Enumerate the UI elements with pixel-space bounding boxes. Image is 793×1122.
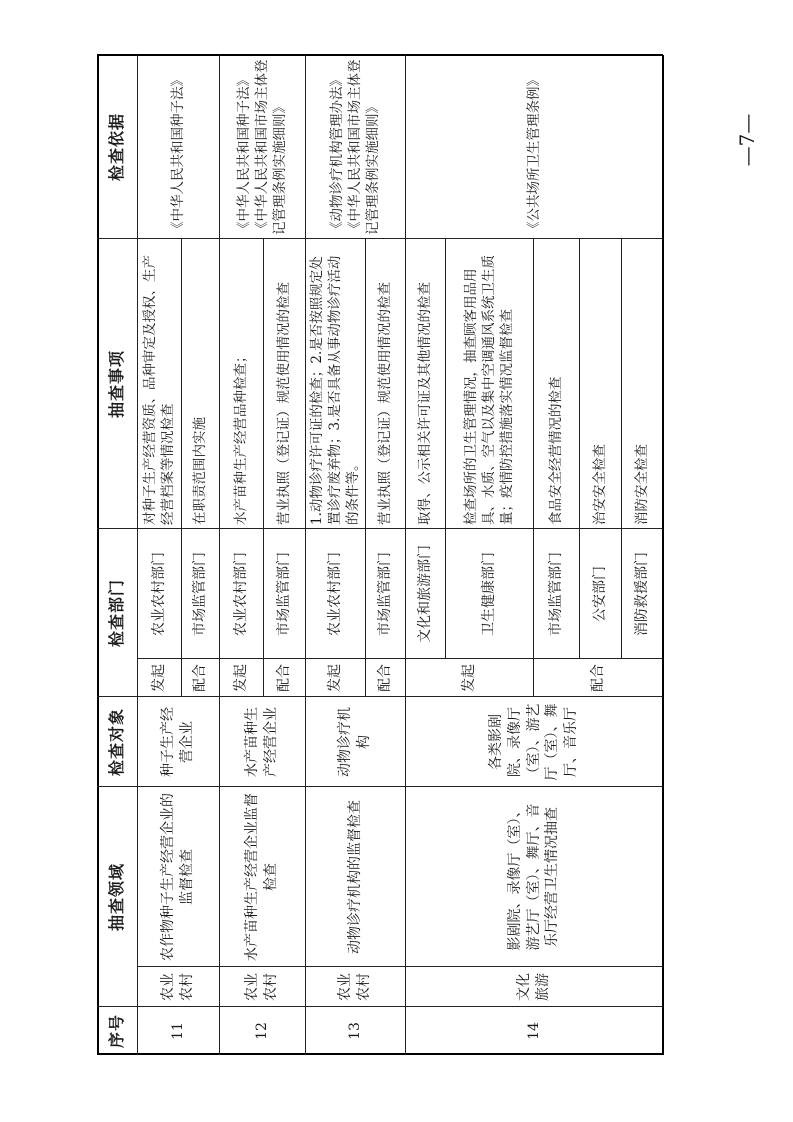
initiate-dept: 农业农村部门 (150, 552, 167, 636)
col-divider (97, 238, 663, 239)
col-divider (137, 966, 663, 967)
row-field: 水产苗种生产经营企业监督检查 (244, 793, 279, 961)
coop-item: 治安安全检查 (591, 444, 608, 525)
header-items: 抽查事项 (107, 350, 127, 419)
row-divider (305, 55, 306, 1055)
table-border (97, 1053, 663, 1055)
role-cooperate: 配合 (275, 664, 292, 692)
row-field: 影剧院、录像厅（室）、游艺厅（室）、舞厅、音乐厅经营卫生情况抽查 (506, 803, 561, 951)
table-border (97, 55, 99, 1055)
coop-dept: 市场监管部门 (376, 552, 393, 636)
role-cooperate: 配合 (191, 664, 208, 692)
row-domain: 农业农村 (337, 973, 372, 1001)
initiate-dept: 卫生健康部门 (480, 552, 497, 636)
sub-divider (579, 239, 580, 659)
row-number: 11 (169, 1022, 186, 1040)
sub-divider (445, 239, 446, 659)
row-domain: 农业农村 (244, 973, 279, 1001)
role-cooperate: 配合 (376, 664, 393, 692)
coop-dept: 公安部门 (591, 566, 608, 622)
col-divider (97, 1006, 663, 1007)
row-target: 水产苗种生产经营企业 (244, 707, 279, 777)
col-divider (137, 658, 663, 659)
coop-dept: 市场监管部门 (275, 552, 292, 636)
row-field: 农作物种子生产经营企业的监督检查 (160, 793, 195, 961)
col-divider (97, 528, 663, 529)
page-number: —7— (735, 113, 759, 167)
initiate-item: 检查场所的卫生管理情况，抽查顾客用品用具、水质、空气以及集中空调通风系统卫生质量；疫情防控措施落实情况监督检查 (462, 255, 516, 525)
row-basis: 《公共场所卫生管理条例》 (525, 73, 542, 235)
coop-item: 营业执照（登记证）规范使用情况的检查 (275, 282, 292, 525)
role-cooperate: 配合 (589, 664, 606, 692)
coop-item: 营业执照（登记证）规范使用情况的检查 (376, 282, 393, 525)
sub-divider (365, 239, 366, 697)
initiate-dept: 文化和旅游部门 (416, 545, 433, 643)
role-initiate: 发起 (232, 664, 249, 692)
initiate-item: 水产苗种生产经营品种检查； (232, 349, 249, 525)
table-border (662, 55, 664, 1055)
table-border (97, 54, 663, 56)
col-divider (97, 696, 663, 697)
sub-divider (263, 239, 264, 697)
row-target: 种子生产经营企业 (160, 707, 195, 777)
inspection-table (97, 55, 663, 1055)
row-divider (219, 55, 220, 1055)
row-basis: 《动物诊疗机构管理办法》《中华人民共和国市场主体登记管理条例实施细则》 (328, 59, 382, 235)
row-number: 14 (525, 1022, 542, 1040)
row-basis: 《中华人民共和国种子法》《中华人民共和国市场主体登记管理条例实施细则》 (235, 59, 289, 235)
coop-item: 消防安全检查 (633, 444, 650, 525)
initiate-dept: 农业农村部门 (326, 552, 343, 636)
header-no: 序号 (107, 1014, 127, 1049)
initiate-item: 对种子生产经营资质、品种审定及授权、生产经营档案等情况检查 (141, 255, 176, 525)
row-target: 动物诊疗机构 (337, 707, 372, 777)
row-number: 13 (346, 1022, 363, 1040)
row-divider (137, 55, 138, 1055)
row-basis: 《中华人民共和国种子法》 (169, 73, 186, 235)
sub-divider (181, 239, 182, 697)
sub-divider (533, 239, 534, 697)
initiate-item: 取得、公示相关许可证及其他情况的检查 (416, 282, 433, 525)
coop-dept: 市场监管部门 (191, 552, 208, 636)
coop-dept: 消防救援部门 (633, 552, 650, 636)
initiate-dept: 农业农村部门 (232, 552, 249, 636)
sub-divider (621, 239, 622, 659)
row-field: 动物诊疗机构的监督检查 (346, 800, 363, 954)
header-basis: 检查依据 (107, 113, 127, 182)
header-dept: 检查部门 (107, 579, 127, 648)
role-initiate: 发起 (326, 664, 343, 692)
col-divider (97, 786, 663, 787)
role-initiate: 发起 (460, 664, 477, 692)
role-initiate: 发起 (150, 664, 167, 692)
header-field: 抽查领域 (107, 863, 127, 932)
row-divider (405, 55, 406, 1055)
row-number: 12 (253, 1022, 270, 1040)
header-target: 检查对象 (107, 708, 127, 777)
row-target: 各类影剧院、录像厅（室）、游艺厅（室）、舞厅、音乐厅 (487, 703, 580, 781)
row-domain: 农业农村 (160, 973, 195, 1001)
initiate-item: 1.动物诊疗许可证的检查；2.是否按照规定处置诊疗废弃物；3.是否具备从事动物诊疗活动的条件等。 (308, 255, 362, 525)
coop-item: 食品安全经营情况的检查 (547, 376, 564, 525)
coop-item: 在职责范围内实施 (191, 417, 208, 525)
coop-dept: 市场监管部门 (547, 552, 564, 636)
row-domain: 文化旅游 (516, 973, 551, 1001)
